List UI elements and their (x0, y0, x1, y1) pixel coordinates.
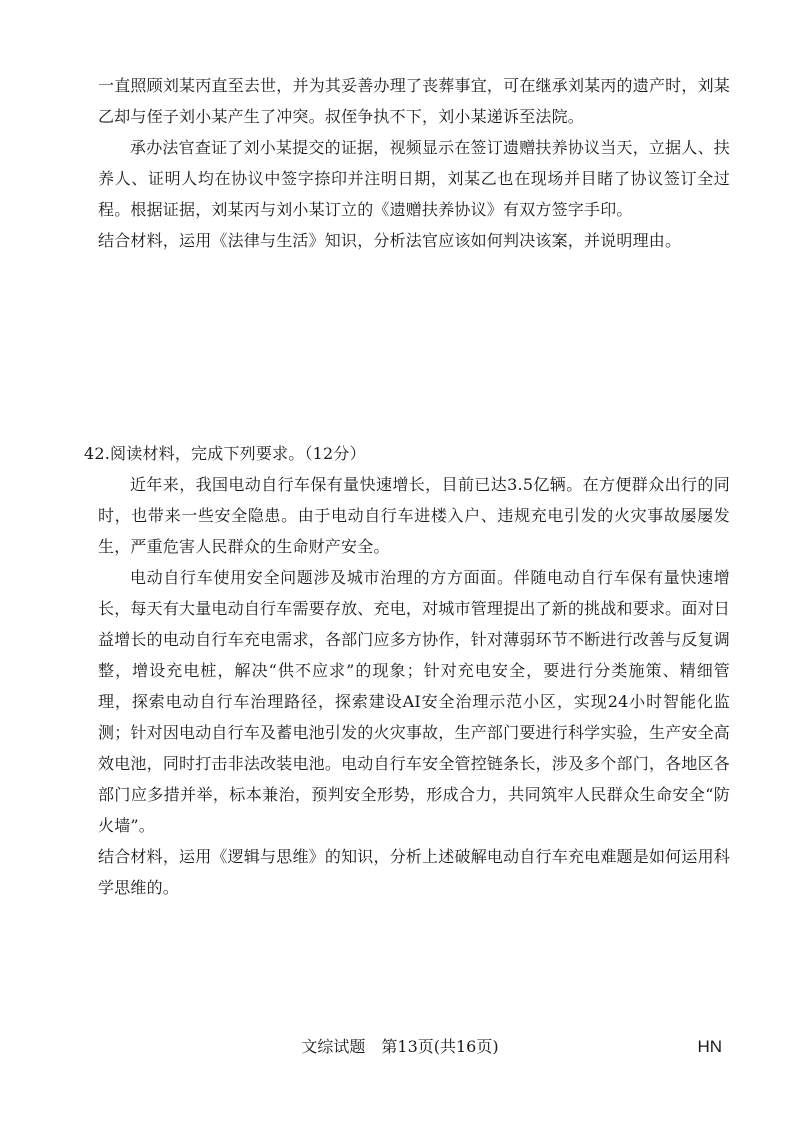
question-42-heading: 42.阅读材料，完成下列要求。（12分） (84, 444, 366, 463)
q42-paragraph-2: 电动自行车使用安全问题涉及城市治理的方方面面。伴随电动自行车保有量快速增长，每天有大量电动自行车需要存放、充电，对城市管理提出了新的挑战和要求。面对日益增长的电动自行车充电需求，各部门应多方协作，针对薄弱环节不断进行改善与反复调整，增设充电桩，解决“供不应求”的现象；针对充电安全，要进行分类施策、精细管理，探索电动自行车治理路径，探索建设AI安全治理示范小区，实现24小时智能化监测；针对因电动自行车及蓄电池引发的火灾事故，生产部门要进行科学实验，生产安全高效电池，同时打击非法改装电池。电动自行车安全管控链条长，涉及多个部门，各地区各部门应多措并举，标本兼治，预判安全形势，形成合力，共同筑牢人民群众生命安全“防火墙”。 (98, 568, 730, 835)
case-paragraph-1: 一直照顾刘某丙直至去世，并为其妥善办理了丧葬事宜，可在继承刘某丙的遗产时，刘某乙却与侄子刘小某产生了冲突。叔侄争执不下，刘小某递诉至法院。 (98, 76, 730, 126)
page-footer: 文综试题 第13页(共16页) (301, 1037, 499, 1056)
region-code: HN (697, 1037, 722, 1056)
q42-task: 结合材料，运用《逻辑与思维》的知识，分析上述破解电动自行车充电难题是如何运用科学思维的。 (98, 847, 730, 897)
case-paragraph-2: 承办法官查证了刘小某提交的证据，视频显示在签订遗赠扶养协议当天，立据人、扶养人、证明人均在协议中签字捺印并注明日期，刘某乙也在现场并目睹了协议签订全过程。根据证据，刘某丙与刘小某订立的《遗赠扶养协议》有双方签字手印。 (98, 138, 730, 219)
case-material-section (98, 70, 730, 256)
case-task: 结合材料，运用《法律与生活》知识，分析法官应该如何判决该案，并说明理由。 (98, 231, 682, 250)
question-42-section (84, 438, 730, 903)
q42-paragraph-1: 近年来，我国电动自行车保有量快速增长，目前已达3.5亿辆。在方便群众出行的同时，也带来一些安全隐患。由于电动自行车进楼入户、违规充电引发的火灾事故屡屡发生，严重危害人民群众的生命财产安全。 (98, 475, 730, 556)
